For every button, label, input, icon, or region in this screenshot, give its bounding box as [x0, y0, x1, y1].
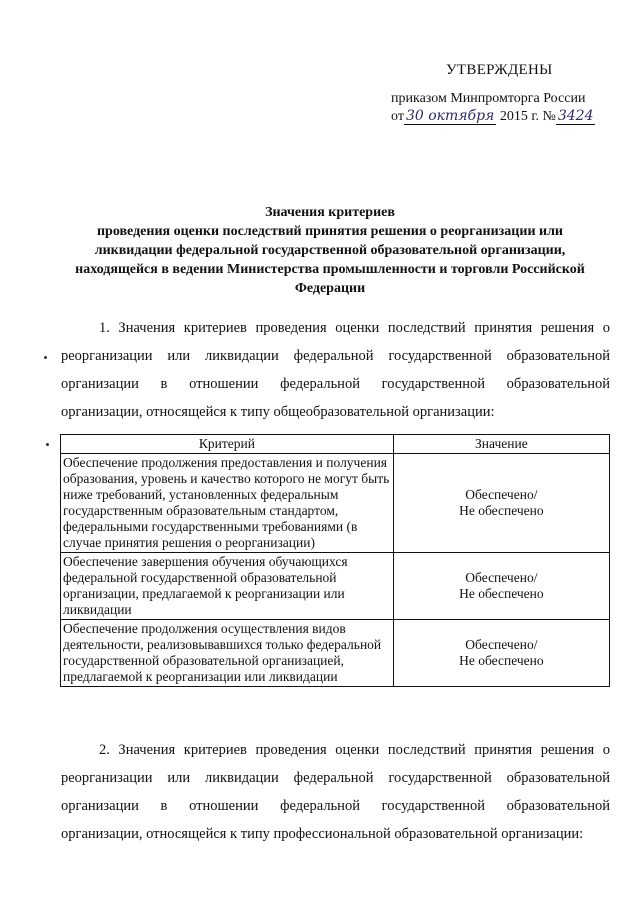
value-text: Не обеспечено — [459, 586, 544, 601]
value-cell — [393, 553, 609, 620]
paragraph-line: организации, относящейся к типу профессиональной образовательной организации: — [61, 826, 584, 842]
paragraph-line: реорганизации или ликвидации федеральной государственной образовательной — [61, 770, 610, 786]
criterion-column-header: Критерий — [61, 435, 394, 454]
approved-heading: УТВЕРЖДЕНЫ — [446, 62, 553, 78]
value-text: Обеспечено/ — [465, 570, 538, 585]
table-header-row — [61, 435, 610, 454]
criterion-cell: Обеспечение продолжения осуществления видов деятельности, реализовывавшихся только федеральной государственной образовательной организацией, предлагаемой к реорганизации или ликвидации — [61, 620, 394, 687]
paragraph-line: организации в отношении федеральной государственной образовательной — [61, 376, 610, 392]
scan-speck — [44, 356, 47, 359]
value-cell — [393, 454, 609, 553]
paragraph-line: реорганизации или ликвидации федеральной государственной образовательной — [61, 348, 610, 364]
handwritten-order-number: 3424 — [557, 108, 594, 124]
table-row — [61, 454, 610, 553]
value-text: Обеспечено/ — [465, 637, 538, 652]
order-prefix: от — [391, 109, 404, 124]
order-reference: приказом Минпромторга России — [391, 91, 586, 106]
criteria-table — [60, 434, 610, 687]
order-year: 2015 г. № — [499, 109, 556, 124]
criterion-cell: Обеспечение продолжения предоставления и получения образования, уровень и качество которого не могут быть ниже требований, установленных федеральным государственным образовательным стандартом, федеральными государственными требованиями (в случае принятия решения о реорганизации) — [61, 454, 394, 553]
handwritten-date: 30 октября — [405, 108, 495, 124]
title-line: Значения критериев — [265, 205, 395, 220]
paragraph-line: 2. Значения критериев проведения оценки последствий принятия решения о — [99, 742, 610, 758]
paragraph-line: 1. Значения критериев проведения оценки последствий принятия решения о — [99, 320, 610, 336]
value-text: Не обеспечено — [459, 503, 544, 518]
value-text: Не обеспечено — [459, 653, 544, 668]
order-date-line — [391, 108, 595, 125]
title-line: ликвидации федеральной государственной образовательной организации, — [94, 243, 566, 258]
paragraph-line: организации в отношении федеральной государственной образовательной — [61, 798, 610, 814]
title-line: находящейся в ведении Министерства промышленности и торговли Российской — [75, 262, 585, 277]
section-2-paragraph — [61, 736, 610, 848]
scan-speck — [46, 443, 49, 446]
title-line: Федерации — [294, 281, 366, 296]
table-row — [61, 620, 610, 687]
title-line: проведения оценки последствий принятия решения о реорганизации или — [96, 224, 563, 239]
document-title — [50, 203, 610, 298]
section-1-paragraph — [61, 314, 610, 426]
value-cell — [393, 620, 609, 687]
paragraph-line: организации, относящейся к типу общеобразовательной организации: — [61, 404, 495, 420]
value-column-header: Значение — [393, 435, 609, 454]
criterion-cell: Обеспечение завершения обучения обучающихся федеральной государственной образовательной организации, предлагаемой к реорганизации или ликвидации — [61, 553, 394, 620]
table-row — [61, 553, 610, 620]
value-text: Обеспечено/ — [465, 487, 538, 502]
